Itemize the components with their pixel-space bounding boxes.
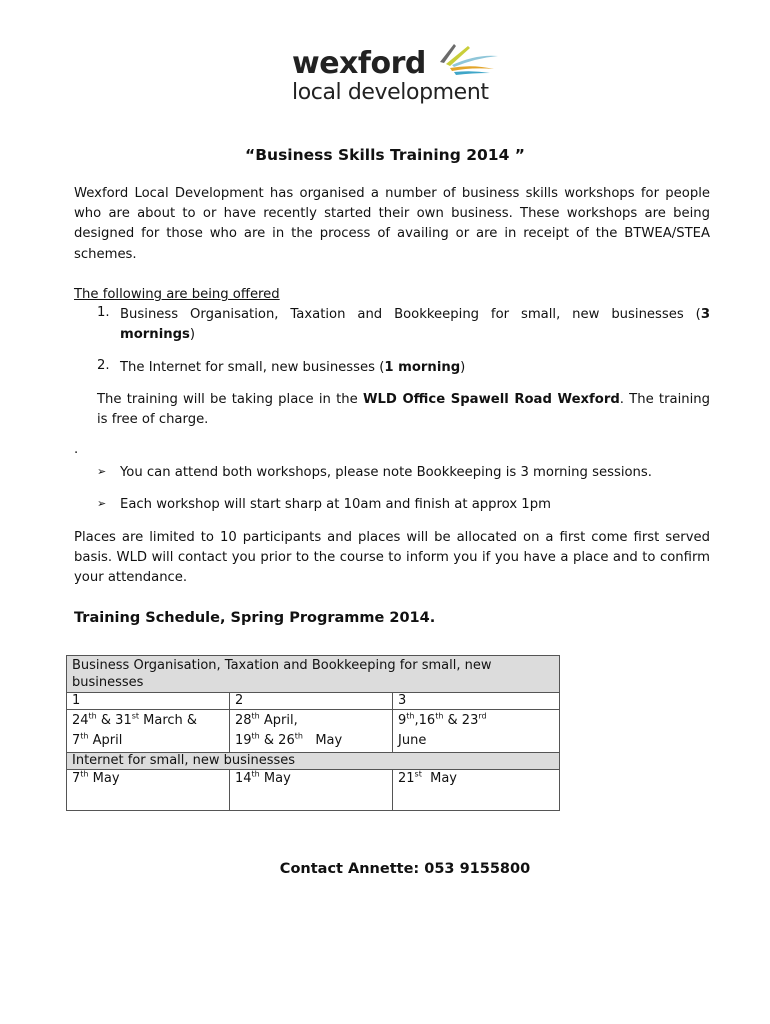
logo-subtitle: local development <box>292 80 489 105</box>
contact-line: Contact Annette: 053 9155800 <box>279 861 531 877</box>
schedule-table <box>66 655 560 811</box>
table-cell: 3 <box>393 693 560 710</box>
table-cell: 2 <box>230 693 393 710</box>
list-item-number: 1. <box>97 305 110 320</box>
table-cell: 14th May <box>230 770 393 811</box>
bullet-item: You can attend both workshops, please note Bookkeeping is 3 morning sessions. <box>120 465 652 480</box>
venue-text: The training will be taking place in the <box>97 392 363 407</box>
table-row <box>67 753 560 770</box>
list-item <box>120 305 710 345</box>
venue-text-end: . The training is free of charge. <box>97 392 710 428</box>
list-item-bold: 1 morning <box>384 360 461 375</box>
venue-location: WLD Office Spawell Road Wexford <box>362 392 620 407</box>
list-item-bold: 3 mornings <box>120 307 710 343</box>
arrow-bullet-icon: ➢ <box>97 465 107 478</box>
schedule-heading: Training Schedule, Spring Programme 2014. <box>74 610 436 626</box>
list-item <box>120 358 710 378</box>
venue-paragraph <box>97 390 710 430</box>
places-paragraph: Places are limited to 10 participants and places will be allocated on a first come first served basis. WLD will contact you prior to the course to inform you if you have a place and to confirm your attendance. <box>74 530 710 586</box>
stray-dot: . <box>74 442 79 457</box>
table-row <box>67 710 560 753</box>
arrow-bullet-icon: ➢ <box>97 497 107 510</box>
table-cell: 28th April, 19th & 26th May <box>230 710 393 753</box>
list-item-text-end: ) <box>460 360 466 375</box>
logo-swoosh-icon <box>432 40 502 76</box>
table-row <box>67 770 560 811</box>
table-section-heading: Internet for small, new businesses <box>67 753 560 770</box>
offered-heading: The following are being offered <box>74 287 280 302</box>
list-item-number: 2. <box>97 358 110 373</box>
table-cell: 24th & 31st March & 7th April <box>67 710 230 753</box>
intro-paragraph: Wexford Local Development has organised a number of business skills workshops for people who are about to or have recently started their own business. These workshops are being designed for those who are in the process of availing or are in receipt of the BTWEA/STEA schemes. <box>74 186 710 262</box>
table-row <box>67 656 560 693</box>
table-cell: 21st May <box>393 770 560 811</box>
table-cell: 1 <box>67 693 230 710</box>
list-item-text: The Internet for small, new businesses ( <box>120 360 385 375</box>
table-section-heading: Business Organisation, Taxation and Bookkeeping for small, new businesses <box>67 656 560 693</box>
bullet-item: Each workshop will start sharp at 10am and finish at approx 1pm <box>120 497 551 512</box>
table-row <box>67 693 560 710</box>
list-item-text-end: ) <box>189 327 196 343</box>
document-title: “Business Skills Training 2014 ” <box>245 146 525 164</box>
table-cell: 7th May <box>67 770 230 811</box>
table-cell: 9th,16th & 23rd June <box>393 710 560 753</box>
logo-wordmark: wexford <box>292 46 426 81</box>
list-item-text: Business Organisation, Taxation and Bookkeeping for small, new businesses ( <box>120 307 701 322</box>
